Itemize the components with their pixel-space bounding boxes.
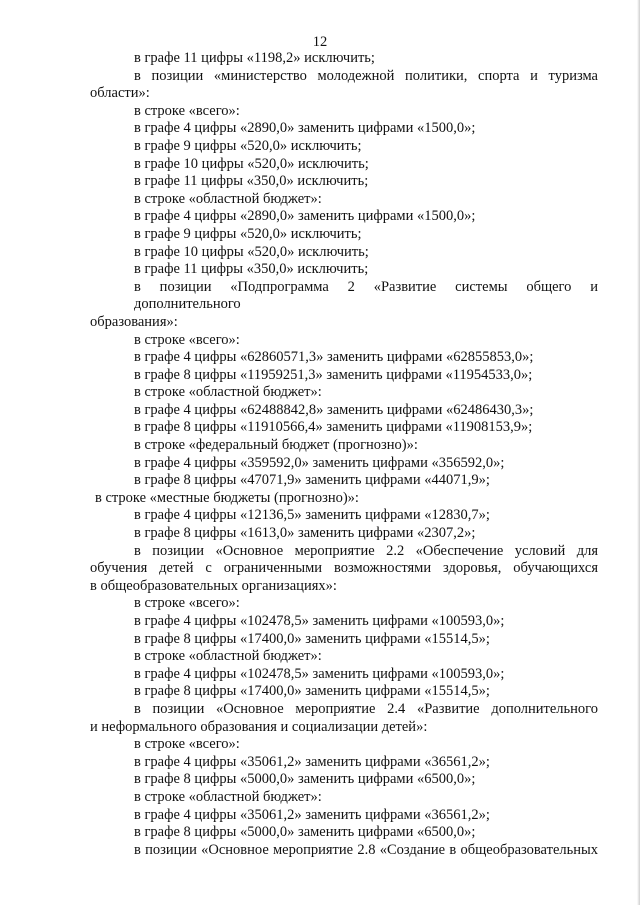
text-line: в строке «всего»: [134,736,240,753]
text-line: в графе 11 цифры «350,0» исключить; [134,261,369,278]
text-line: в графе 8 цифры «1613,0» заменить цифрами «2307,2»; [134,525,476,542]
text-line: в графе 4 цифры «359592,0» заменить цифрами «356592,0»; [134,454,505,471]
text-line: в графе 8 цифры «5000,0» заменить цифрами «6500,0»; [134,771,476,788]
text-line: в строке «местные бюджеты (прогнозно)»: [95,489,359,506]
text-line: в графе 8 цифры «17400,0» заменить цифрами «15514,5»; [134,630,490,647]
text-line: в строке «областной бюджет»: [134,190,322,207]
text-line: в позиции «министерство молодежной политики, спорта и туризма [134,67,598,84]
text-line: в графе 8 цифры «47071,9» заменить цифрами «44071,9»; [134,472,490,489]
text-line: области»: [90,85,150,102]
text-line: обучения детей с ограниченными возможностями здоровья, обучающихся [90,560,598,577]
page-number: 12 [312,34,328,50]
text-line: в графе 11 цифры «350,0» исключить; [134,173,369,190]
text-line: в графе 4 цифры «62860571,3» заменить цифрами «62855853,0»; [134,349,534,366]
document-body [90,50,598,859]
text-line: в графе 10 цифры «520,0» исключить; [134,243,369,260]
text-line: в графе 8 цифры «11959251,3» заменить цифрами «11954533,0»; [134,366,533,383]
text-line: в графе 10 цифры «520,0» исключить; [134,155,369,172]
text-line: в графе 8 цифры «5000,0» заменить цифрами «6500,0»; [134,824,476,841]
text-line: в графе 4 цифры «2890,0» заменить цифрами «1500,0»; [134,208,476,225]
text-line: в графе 4 цифры «12136,5» заменить цифрами «12830,7»; [134,507,490,524]
text-line: в графе 9 цифры «520,0» исключить; [134,225,362,242]
text-line: и неформального образования и социализации детей»: [90,718,428,735]
text-line: в графе 4 цифры «2890,0» заменить цифрами «1500,0»; [134,120,476,137]
text-line: в строке «всего»: [134,102,240,119]
text-line: в строке «областной бюджет»: [134,788,322,805]
text-line: в строке «областной бюджет»: [134,384,322,401]
text-line: в графе 4 цифры «35061,2» заменить цифрами «36561,2»; [134,806,490,823]
text-line: в строке «всего»: [134,331,240,348]
text-line: в графе 8 цифры «11910566,4» заменить цифрами «11908153,9»; [134,419,533,436]
text-line: в графе 4 цифры «102478,5» заменить цифрами «100593,0»; [134,665,505,682]
text-line: в позиции «Основное мероприятие 2.2 «Обеспечение условий для [134,542,598,559]
text-line: в графе 4 цифры «102478,5» заменить цифрами «100593,0»; [134,613,505,629]
text-line: в графе 4 цифры «62488842,8» заменить цифрами «62486430,3»; [134,401,534,418]
text-line: в позиции «Основное мероприятие 2.8 «Создание в общеобразовательных [134,841,598,858]
text-line: в строке «всего»: [134,595,240,612]
text-line: в позиции «Основное мероприятие 2.4 «Развитие дополнительного [134,700,598,717]
text-line: в графе 9 цифры «520,0» исключить; [134,137,362,154]
text-line: в графе 8 цифры «17400,0» заменить цифрами «15514,5»; [134,683,490,700]
text-line: в графе 4 цифры «35061,2» заменить цифрами «36561,2»; [134,753,490,770]
text-line: в графе 11 цифры «1198,2» исключить; [134,50,375,66]
text-line: в строке «областной бюджет»: [134,648,322,665]
text-line: в общеобразовательных организациях»: [90,577,337,594]
text-line: в позиции «Подпрограмма 2 «Развитие системы общего и дополнительного [134,278,598,313]
text-line: в строке «федеральный бюджет (прогнозно)»: [134,437,418,454]
text-line: образования»: [90,313,178,330]
